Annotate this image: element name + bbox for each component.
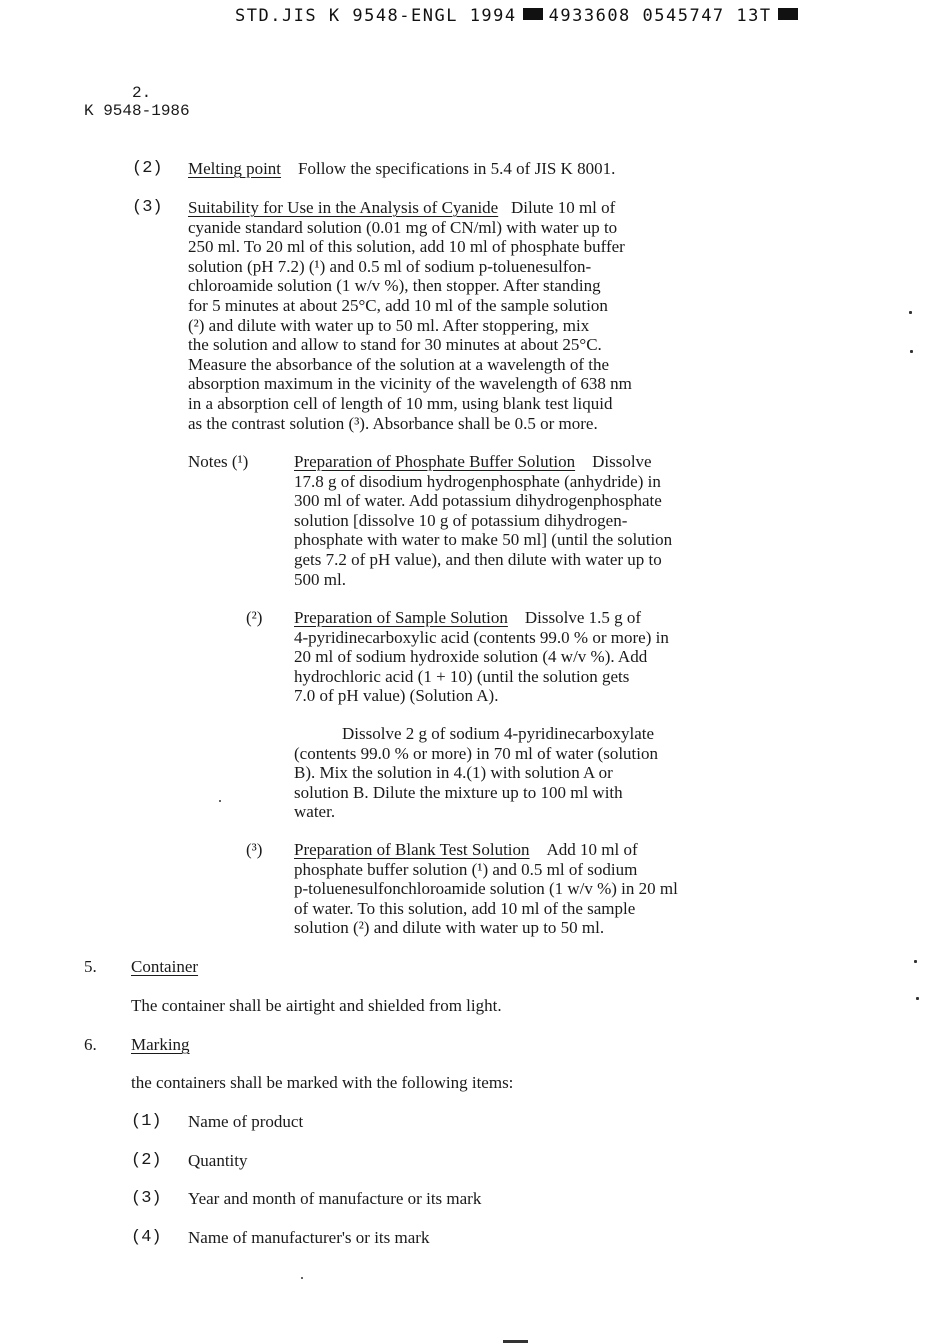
text-line: 4-pyridinecarboxylic acid (contents 99.0 % or more) in [294,627,669,647]
item-melting-point [188,159,615,179]
note-number: (³) [246,840,263,859]
scan-speck [914,960,917,963]
text-line: phosphate with water to make 50 ml] (until the solution [294,530,673,550]
standard-number: K 9548-1986 [84,102,190,120]
redaction-block [523,8,543,20]
note-title: Preparation of Blank Test Solution [294,840,530,859]
text-line: 300 ml of water. Add potassium dihydrogenphosphate [294,491,662,511]
text-line: cyanide standard solution (0.01 mg of CN/ml) with water up to [188,217,618,237]
text-line: absorption maximum in the vicinity of the wavelength of 638 nm [188,374,632,394]
text-line: solution (pH 7.2) (¹) and 0.5 ml of sodium p-toluenesulfon- [188,256,592,276]
text-line: p-toluenesulfonchloroamide solution (1 w/v %) in 20 ml [294,879,678,899]
item-title: Suitability for Use in the Analysis of Cyanide [188,198,499,217]
notes-label [188,452,248,472]
note-title: Preparation of Phosphate Buffer Solution [294,452,576,471]
scan-speck [909,311,912,314]
text-line: 7.0 of pH value) (Solution A). [294,686,499,706]
section-text: The container shall be airtight and shielded from light. [131,996,502,1015]
document-stamp [235,6,804,26]
note-sample-solution-para2 [294,724,658,822]
item-number: (3) [132,198,163,217]
text-line: (contents 99.0 % or more) in 70 ml of water (solution [294,743,659,763]
text-line: solution [dissolve 10 g of potassium dihydrogen- [294,510,628,530]
text-line: chloroamide solution (1 w/v %), then stopper. After standing [188,276,601,296]
text-line: Dissolve 1.5 g of [524,608,642,627]
item-title: Melting point [188,159,282,178]
page-number: 2. [132,84,152,102]
list-item: Name of product [188,1112,304,1131]
text-line: Add 10 ml of [546,840,638,859]
text-line: gets 7.2 of pH value), and then dilute with water up to [294,549,662,569]
text-line: as the contrast solution (³). Absorbance shall be 0.5 or more. [188,413,598,433]
notes-label-text: Notes [188,452,228,471]
text-line: solution (²) and dilute with water up to 50 ml. [294,918,605,938]
text-line: in a absorption cell of length of 10 mm, using blank test liquid [188,393,613,413]
list-number: (2) [131,1151,162,1170]
text-line: water. [294,802,336,822]
list-number: (4) [131,1228,162,1247]
item-cyanide-suitability [188,198,632,433]
section-title-container: Container [131,957,199,976]
stamp-standard-id: STD.JIS K 9548-ENGL 1994 [235,6,517,26]
text-line: of water. To this solution, add 10 ml of the sample [294,898,636,918]
text-line: 20 ml of sodium hydroxide solution (4 w/v %). Add [294,647,648,667]
list-item: Year and month of manufacture or its mark [188,1189,482,1208]
note-blank-test-solution [294,840,678,938]
item-number: (2) [132,159,163,178]
note-number: (²) [246,608,263,627]
text-line: 250 ml. To 20 ml of this solution, add 10 ml of phosphate buffer [188,237,625,257]
text-line: B). Mix the solution in 4.(1) with solution A or [294,763,613,783]
note-title: Preparation of Sample Solution [294,608,508,627]
list-number: (3) [131,1189,162,1208]
item-text: Follow the specifications in 5.4 of JIS K 8001. [298,159,616,178]
text-line: Dissolve [592,452,652,471]
text-line: 17.8 g of disodium hydrogenphosphate (anhydride) in [294,471,661,491]
text-line: phosphate buffer solution (¹) and 0.5 ml of sodium [294,859,638,879]
text-line: (²) and dilute with water up to 50 ml. After stoppering, mix [188,315,590,335]
note-number: (¹) [231,452,249,471]
list-number: (1) [131,1112,162,1131]
note-sample-solution [294,608,669,706]
text-line: 500 ml. [294,569,346,589]
text-line: solution B. Dilute the mixture up to 100 ml with [294,782,623,802]
text-line: Measure the absorbance of the solution at a wavelength of the [188,354,610,374]
text-line: Dilute 10 ml of [510,198,616,217]
section-text: the containers shall be marked with the following items: [131,1073,514,1092]
scan-speck [910,350,913,353]
text-line: Dissolve 2 g of sodium 4-pyridinecarboxylate [342,724,655,743]
section-title-marking: Marking [131,1035,190,1054]
stamp-serial: 4933608 0545747 13T [548,6,772,26]
note-phosphate-buffer [294,452,672,589]
redaction-block [778,8,798,20]
text-line: for 5 minutes at about 25°C, add 10 ml of the sample solution [188,295,608,315]
scan-speck [301,1277,303,1279]
text-line: the solution and allow to stand for 30 minutes at about 25°C. [188,335,602,355]
list-item: Quantity [188,1151,248,1170]
list-item: Name of manufacturer's or its mark [188,1228,430,1247]
section-number: 5. [84,957,97,976]
section-number: 6. [84,1035,97,1054]
text-line: hydrochloric acid (1 + 10) (until the solution gets [294,666,630,686]
scan-speck [219,800,221,802]
scan-speck [916,997,919,1000]
